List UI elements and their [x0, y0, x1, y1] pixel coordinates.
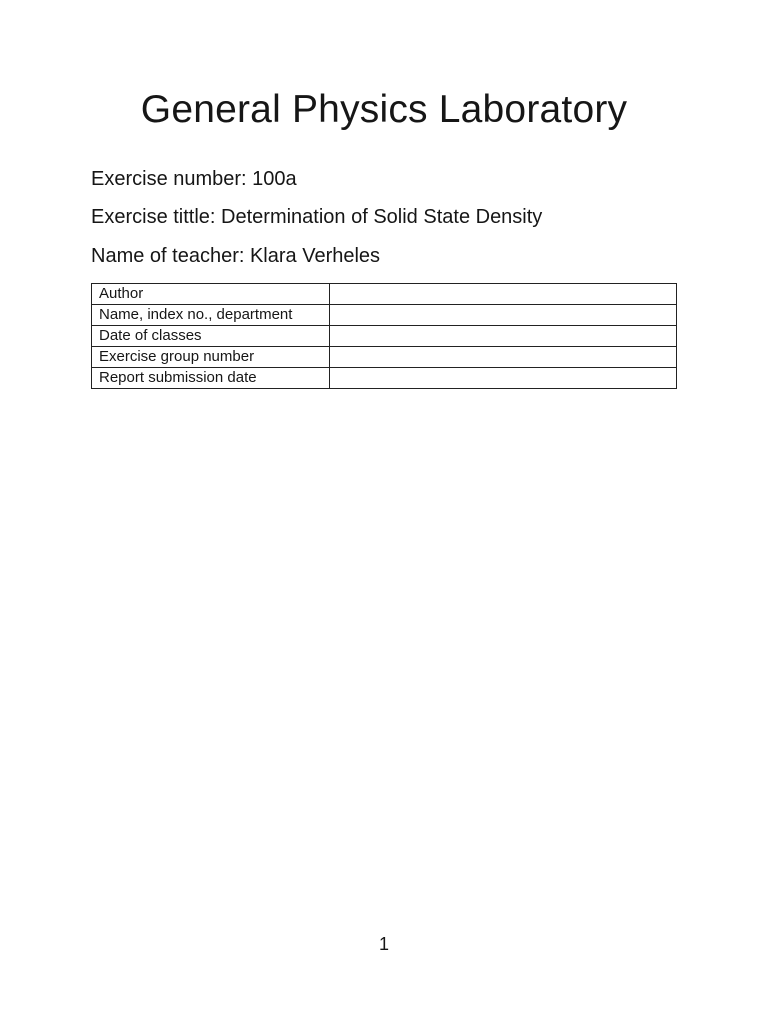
- table-value-cell: [330, 284, 677, 305]
- exercise-number: Exercise number: 100a: [91, 168, 297, 190]
- table-row: [92, 284, 677, 305]
- page-title: General Physics Laboratory: [140, 88, 628, 131]
- table-label-cell: Report submission date: [92, 368, 330, 389]
- table-label-cell: Exercise group number: [92, 347, 330, 368]
- report-info-table: [91, 283, 677, 389]
- table-label-cell: Date of classes: [92, 326, 330, 347]
- table-row: [92, 347, 677, 368]
- teacher-name: Name of teacher: Klara Verheles: [91, 245, 381, 267]
- table-value-cell: [330, 347, 677, 368]
- table-value-cell: [330, 305, 677, 326]
- table-row: [92, 305, 677, 326]
- page-number: 1: [378, 934, 389, 954]
- exercise-title: Exercise tittle: Determination of Solid State Density: [91, 206, 543, 228]
- table-label-cell: Name, index no., department: [92, 305, 330, 326]
- table-label-cell: Author: [92, 284, 330, 305]
- table-row: [92, 326, 677, 347]
- table-value-cell: [330, 326, 677, 347]
- table-row: [92, 368, 677, 389]
- table-value-cell: [330, 368, 677, 389]
